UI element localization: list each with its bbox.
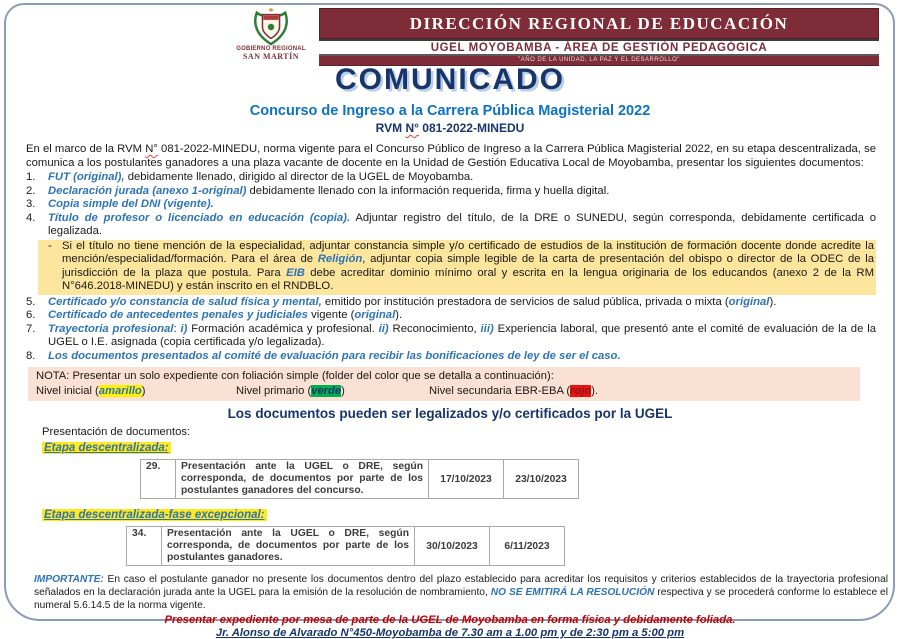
- item-text: [48, 309, 876, 323]
- item-text: [48, 198, 876, 212]
- address-line: Jr. Alonso de Alvarado N°450-Moyobamba de 7.30 am a 1.00 pm y de 2:30 pm a 5:00 pm: [215, 627, 685, 639]
- item-text: [48, 212, 876, 239]
- text-segment: RVM: [375, 121, 406, 135]
- item-number: 3.: [26, 198, 36, 210]
- text-segment: Los documentos presentados al comité de evaluación para recibir las bonificaciones de ley de ser el caso.: [48, 349, 621, 362]
- level-secundaria-close: ).: [591, 384, 599, 397]
- text-segment: debe acreditar dominio mínimo oral y escrita en la lengua originaria de los educandos (anexo 2 de la RM N°646.2018-MINEDU) y están inscrito en el RNDBLO.: [62, 266, 874, 292]
- text-segment: Formación académica y profesional.: [187, 322, 379, 335]
- list-item: [26, 296, 876, 310]
- nota-folder-colors: [36, 384, 852, 399]
- highlighted-note: [38, 240, 876, 295]
- text-segment: Reconocimiento,: [388, 322, 481, 335]
- schedule-table-decentralized: [140, 459, 579, 499]
- level-primario: [236, 384, 429, 399]
- level-inicial-close: ): [141, 384, 146, 397]
- color-word-verde: verde: [311, 384, 342, 397]
- level-primario-label: Nivel primario (: [236, 384, 312, 397]
- table-row: [141, 460, 579, 499]
- stage2-label: Etapa descentralizada-fase excepcional:: [44, 509, 265, 521]
- text-segment: EIB: [286, 266, 305, 279]
- text-segment: FUT (original),: [48, 171, 125, 183]
- text-segment: NO SE EMITIRÁ LA RESOLUCIÓN: [490, 587, 655, 598]
- item-number: 5.: [26, 295, 36, 308]
- level-primario-close: ): [341, 384, 345, 397]
- item-number: 2.: [26, 184, 36, 197]
- text-segment: ).: [395, 309, 403, 321]
- text-segment: iii): [480, 322, 494, 335]
- text-segment: N°: [145, 143, 158, 155]
- text-segment: , adjuntar copia simple legible de la carta de presentación del obispo o director de la ODEC de la jurisdicción de la plaza que postula. Para: [62, 253, 874, 279]
- list-item: [26, 171, 876, 185]
- page-title: COMUNICADO: [335, 63, 565, 96]
- end-date-cell: 23/10/2023: [504, 460, 579, 499]
- item-number: 6.: [26, 309, 36, 321]
- text-segment: Religión: [317, 253, 363, 265]
- list-item: [26, 185, 876, 199]
- activity-description-cell: Presentación ante la UGEL o DRE, según corresponda, de documentos por parte de los postulantes ganadores del concurso.: [176, 460, 429, 499]
- logo-caption-bottom: SAN MARTÍN: [242, 51, 300, 61]
- text-segment: 081-2022-MINEDU, norma vigente para el Concurso Público de Ingreso a la Carrera Pública Magisterial 2022, en su etapa descentralizada, se comunica a los postulantes ganadores a una plaza vacante de docente en la Unidad de Gestión Educativa Local de Moyobamba, presentar los siguientes documentos:: [26, 143, 876, 169]
- start-date-cell: 30/10/2023: [415, 527, 490, 566]
- text-segment: Si el título no tiene mención de la especialidad, adjuntar constancia simple y/o certificado de estudios de la institución de formación docente donde acredite la mención/especialidad/formación. Para el área de: [62, 239, 874, 265]
- list-item: [26, 309, 876, 323]
- dash-bullet: -: [48, 239, 52, 252]
- schedule-table-exceptional: [126, 526, 565, 566]
- text-segment: original: [728, 295, 770, 308]
- text-segment: original: [354, 309, 396, 321]
- submit-instruction: Presentar expediente por mesa de parte de la UGEL de Moyobamba en forma física y debidamente foliada.: [164, 614, 736, 626]
- text-segment: Declaración jurada (anexo 1-original): [48, 184, 247, 197]
- level-secundaria: [429, 384, 598, 399]
- text-segment: emitido por institución prestadora de servicios de salud pública, privada o mixta (: [321, 295, 729, 308]
- level-secundaria-label: Nivel secundaria EBR-EBA (: [429, 384, 571, 397]
- text-segment: N°: [405, 121, 419, 135]
- text-segment: En el marco de la RVM: [26, 143, 146, 155]
- table-row: [127, 527, 565, 566]
- nota-line1: NOTA: Presentar un solo expediente con foliación simple (folder del color que se detalla a continuación):: [36, 370, 554, 382]
- text-segment: Certificado y/o constancia de salud física y mental,: [48, 295, 322, 308]
- end-date-cell: 6/11/2023: [490, 527, 565, 566]
- document-list: [26, 171, 876, 239]
- item-text: [48, 171, 876, 185]
- presentation-label: Presentación de documentos:: [42, 426, 191, 438]
- text-segment: :: [173, 322, 181, 335]
- color-word-amarillo: amarillo: [98, 384, 142, 397]
- item-text: [48, 323, 876, 350]
- text-segment: vigente (: [307, 309, 355, 321]
- text-segment: Trayectoria profesional: [48, 322, 174, 335]
- text-segment: debidamente llenado con la información requerida, firma y huella digital.: [246, 184, 610, 197]
- color-word-rojo: rojo: [570, 384, 592, 397]
- text-segment: respectiva y se procederá conforme lo establece el numeral 5.6.14.5 de la norma vigente.: [34, 587, 888, 611]
- item-number: 1.: [26, 171, 36, 183]
- document-list-continued: [26, 296, 876, 364]
- text-segment: ).: [769, 295, 777, 308]
- item-number: 8.: [26, 349, 36, 362]
- page-subtitle: Concurso de Ingreso a la Carrera Pública Magisterial 2022: [249, 103, 651, 119]
- activity-description-cell: Presentación ante la UGEL o DRE, según corresponda, de documentos por parte de los postulantes ganadores.: [162, 527, 415, 566]
- text-segment: Copia simple del DNI (vigente).: [48, 198, 214, 210]
- item-number: 4.: [26, 211, 36, 224]
- text-segment: Título de profesor o licenciado en educación (copia).: [48, 211, 351, 224]
- text-segment: Certificado de antecedentes penales y judiciales: [48, 309, 308, 321]
- banner-title: DIRECCIÓN REGIONAL DE EDUCACIÓN: [319, 8, 879, 39]
- text-segment: Experiencia laboral, que presentó ante el comité de evaluación de la de la UGEL o I.E. asignada (copia certificada y/o legalizada).: [48, 322, 877, 348]
- item-text: [48, 185, 876, 199]
- legalization-note: Los documentos pueden ser legalizados y/o certificados por la UGEL: [227, 406, 673, 421]
- text-segment: En caso el postulante ganador no presente los documentos dentro del plazo establecido para acreditar los requisitos y criterios establecidos de la trayectoria profesional señalados en la declaración jurada ante la UGEL para la emisión de la resolución de nombramiento,: [34, 574, 888, 598]
- activity-number-cell: 34.: [127, 527, 162, 566]
- text-segment: 081-2022-MINEDU: [418, 121, 525, 135]
- banner-subtitle: UGEL MOYOBAMBA - ÁREA DE GESTIÓN PEDAGÓGICA: [319, 39, 879, 56]
- main-text: [26, 143, 876, 363]
- banner-motto: "AÑO DE LA UNIDAD, LA PAZ Y EL DESARROLLO": [319, 56, 879, 66]
- start-date-cell: 17/10/2023: [429, 460, 504, 499]
- text-segment: debidamente llenado, dirigido al director de la UGEL de Moyobamba.: [124, 171, 474, 183]
- list-item: [26, 350, 876, 364]
- activity-number-cell: 29.: [141, 460, 176, 499]
- text-segment: i): [180, 322, 188, 335]
- highlighted-note-text: [62, 240, 874, 294]
- item-text: [48, 296, 876, 310]
- nota-block: [28, 367, 860, 401]
- important-paragraph: [34, 573, 888, 612]
- level-inicial-label: Nivel inicial (: [36, 384, 99, 397]
- logo-caption-top: GOBIERNO REGIONAL: [236, 46, 306, 52]
- item-number: 7.: [26, 322, 36, 335]
- intro-paragraph: [26, 143, 876, 170]
- rvm-line: [0, 121, 900, 135]
- text-segment: Adjuntar registro del título, de la DRE o SUNEDU, según corresponda, debidamente certificada o legalizada.: [48, 211, 876, 237]
- list-item: [26, 323, 876, 350]
- text-segment: IMPORTANTE:: [34, 574, 104, 585]
- level-inicial: [36, 384, 236, 399]
- list-item: [26, 198, 876, 212]
- stage1-label: Etapa descentralizada:: [44, 442, 169, 454]
- text-segment: ii): [378, 322, 389, 335]
- list-item: [26, 212, 876, 239]
- item-text: [48, 350, 876, 364]
